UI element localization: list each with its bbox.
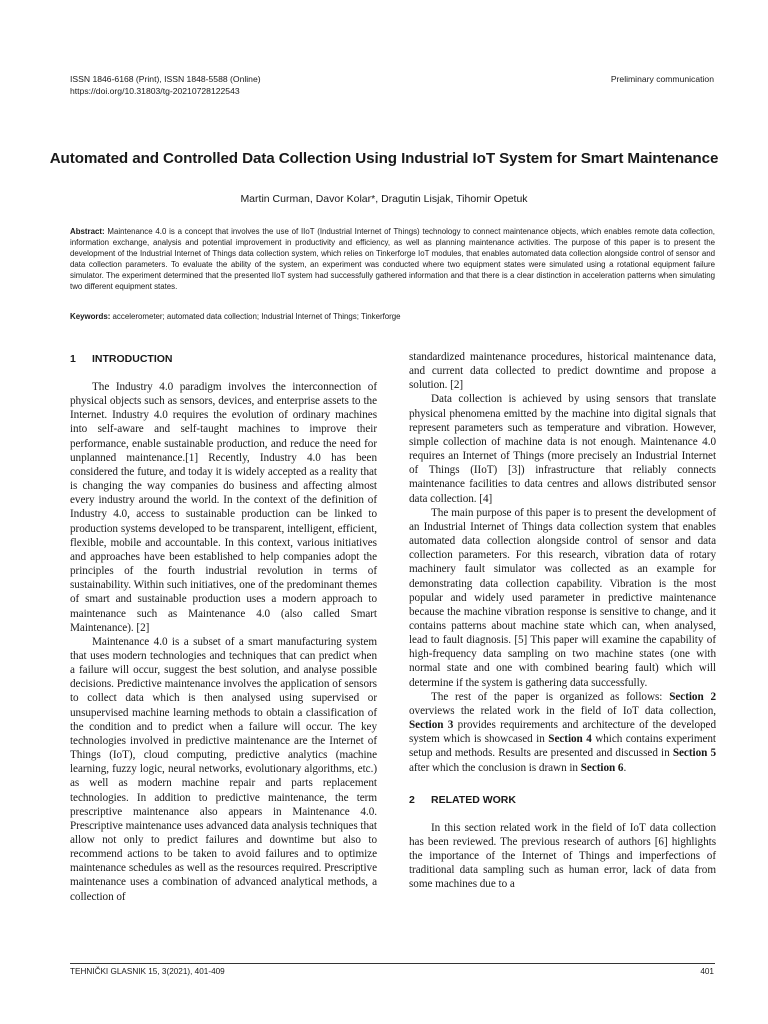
abstract-text: Maintenance 4.0 is a concept that involves the use of IIoT (Industrial Internet of Things) technology to connect maintenance objects, which enables remote data collection, information exchange, analysis and potential improvement in productivity and efficiency, as well as planning maintenance activities. The purpose of this paper is to present the development of the Industrial Internet of Things data collection system, which relies on Tinkerforge IoT modules, that enables automated data collection alongside control of sensor and data collection parameters. To evaluate the ability of the system, an experiment was conducted where two equipment states were simulated using a rotational equipment failure simulator. The experiment determined that the presented IIoT system had successfully gathered information and that there is a clear distinction in acceleration patterns when simulating two different equipment states. — [70, 227, 715, 292]
section-title: INTRODUCTION — [92, 353, 173, 365]
right-column — [409, 350, 716, 891]
section-title: RELATED WORK — [431, 793, 516, 806]
author-list: Martin Curman, Davor Kolar*, Dragutin Lisjak, Tihomir Opetuk — [240, 193, 528, 205]
paragraph: The main purpose of this paper is to present the development of an Industrial Internet of Things data collection system that enables automated data collection alongside control of sensor and data collection parameters. For this research, vibration data of rotary machinery fault simulator was collected as an example for demonstrating data collection capability. Vibration is the most popular and widely used parameter in predictive maintenance because the machine vibration response is sensitive to change, and it contains patterns about machine state which can, when analysed, lead to fault diagnosis. [5] This paper will examine the capability of high-frequency data sampling on two machine states (one with normal state and one with combined bearing fault) which will determine if the system is gathering data successfully. — [409, 506, 716, 689]
section-heading-introduction — [70, 350, 377, 380]
issn-block — [70, 73, 261, 97]
section-ref: Section 3 — [409, 719, 454, 732]
article-type: Preliminary communication — [610, 74, 714, 84]
paragraph: standardized maintenance procedures, historical maintenance data, and current data collected to predict downtime and propose a solution. [2] — [409, 351, 716, 392]
keywords-label: Keywords: — [70, 312, 111, 321]
paragraph: Data collection is achieved by using sensors that translate physical phenomena emitted by the machine into digital signals that represent parameters such as temperature and vibration. However, simple collection of machine data is not enough. Maintenance 4.0 requires an Internet of Things (more precisely an Industrial Internet of Things (IIoT) [3]) infrastructure that reliably connects maintenance facilities to data centres and allows distributed sensor data collection. [4] — [409, 393, 716, 505]
paragraph: Maintenance 4.0 is a subset of a smart manufacturing system that uses modern technologies and techniques that can predict when a failure will occur, suggest the best solution, and analyse possible decisions. Predictive maintenance involves the application of sensors to collect data which is then analysed using supervised or unsupervised machine learning methods to obtain a classification of the condition and to predict when a failure will occur. The key technologies involved in predictive maintenance are the Internet of Things (IoT), cloud computing, predictive analytics (machine learning, fuzzy logic, neural networks, evolutionary algorithms, etc.) as well as modern machine repair and parts replacement technologies. In addition to predictive maintenance, the term prescriptive maintenance also appears in Maintenance 4.0. Prescriptive maintenance uses advanced data analysis techniques that allow not only to predict failures and downtime but also to recommend actions to be taken to avoid failures and to optimize maintenance schedules as well as the resources required. Prescriptive maintenance uses a combination of advanced analytical methods, a collection of — [70, 635, 377, 903]
section-ref: Section 2 — [669, 690, 716, 703]
section-heading-related-work — [409, 791, 716, 821]
paragraph: In this section related work in the field of IoT data collection has been reviewed. The previous research of authors [6] highlights the importance of the Internet of Things and imperfections of traditional data sampling such as human error, lack of data from some machines due to a — [409, 821, 716, 891]
text-run: after which the conclusion is drawn in — [409, 761, 581, 774]
paragraph — [409, 690, 716, 775]
text-run: provides requirements and architecture of the developed system which is showcased in — [409, 719, 716, 746]
section-ref: Section 4 — [548, 733, 592, 746]
page-number: 401 — [700, 967, 714, 976]
left-column — [70, 350, 377, 904]
paragraph: The Industry 4.0 paradigm involves the interconnection of physical objects such as sensors, devices, and enterprise assets to the Internet. Industry 4.0 requires the evolution of ordinary machines into self-aware and self-taught machines to improve their performance, enable sustainable production, and reduce the need for unplanned maintenance.[1] Recently, Industry 4.0 has been considered the future, and today it is widely accepted as a reality that is changing the way companies do business and affecting almost every industry around the world. In the context of the definition of Industry 4.0, access to sustainable production can be linked to production systems developed to be transparent, intelligent, efficient, flexible, mobile and accountable. In this context, various initiatives and approaches have been established to help companies adopt the principles of the fourth industrial revolution in terms of sustainability. Within such initiatives, one of the predominant themes of smart and sustainable production uses a modern approach to maintenance such as Maintenance 4.0 (also called Smart Maintenance). [2] — [70, 381, 377, 634]
section-ref: Section 5 — [672, 747, 717, 760]
section-number: 1 — [70, 353, 76, 365]
text-run: . — [623, 761, 627, 774]
footer-divider — [70, 963, 715, 964]
keywords — [70, 311, 715, 322]
section-ref: Section 6 — [580, 761, 624, 774]
paper-title: Automated and Controlled Data Collection Using Industrial IoT System for Smart Maintenance — [49, 150, 719, 167]
section-number: 2 — [409, 793, 415, 806]
text-run: overviews the related work in the field of IoT data collection, — [409, 704, 716, 717]
spacer — [409, 775, 716, 791]
abstract-label: Abstract: — [70, 227, 105, 236]
text-run: The rest of the paper is organized as follows: — [431, 690, 670, 703]
text-run: which contains experiment setup and methods. Results are presented and discussed in — [409, 733, 716, 760]
footer-journal: TEHNIČKI GLASNIK 15, 3(2021), 401-409 — [70, 967, 225, 976]
doi-link[interactable]: https://doi.org/10.31803/tg-20210728122543 — [70, 86, 240, 96]
keywords-text: accelerometer; automated data collection; Industrial Internet of Things; Tinkerforge — [112, 312, 401, 321]
abstract — [70, 226, 715, 293]
issn-text: ISSN 1846-6168 (Print), ISSN 1848-5588 (Online) — [70, 74, 261, 84]
